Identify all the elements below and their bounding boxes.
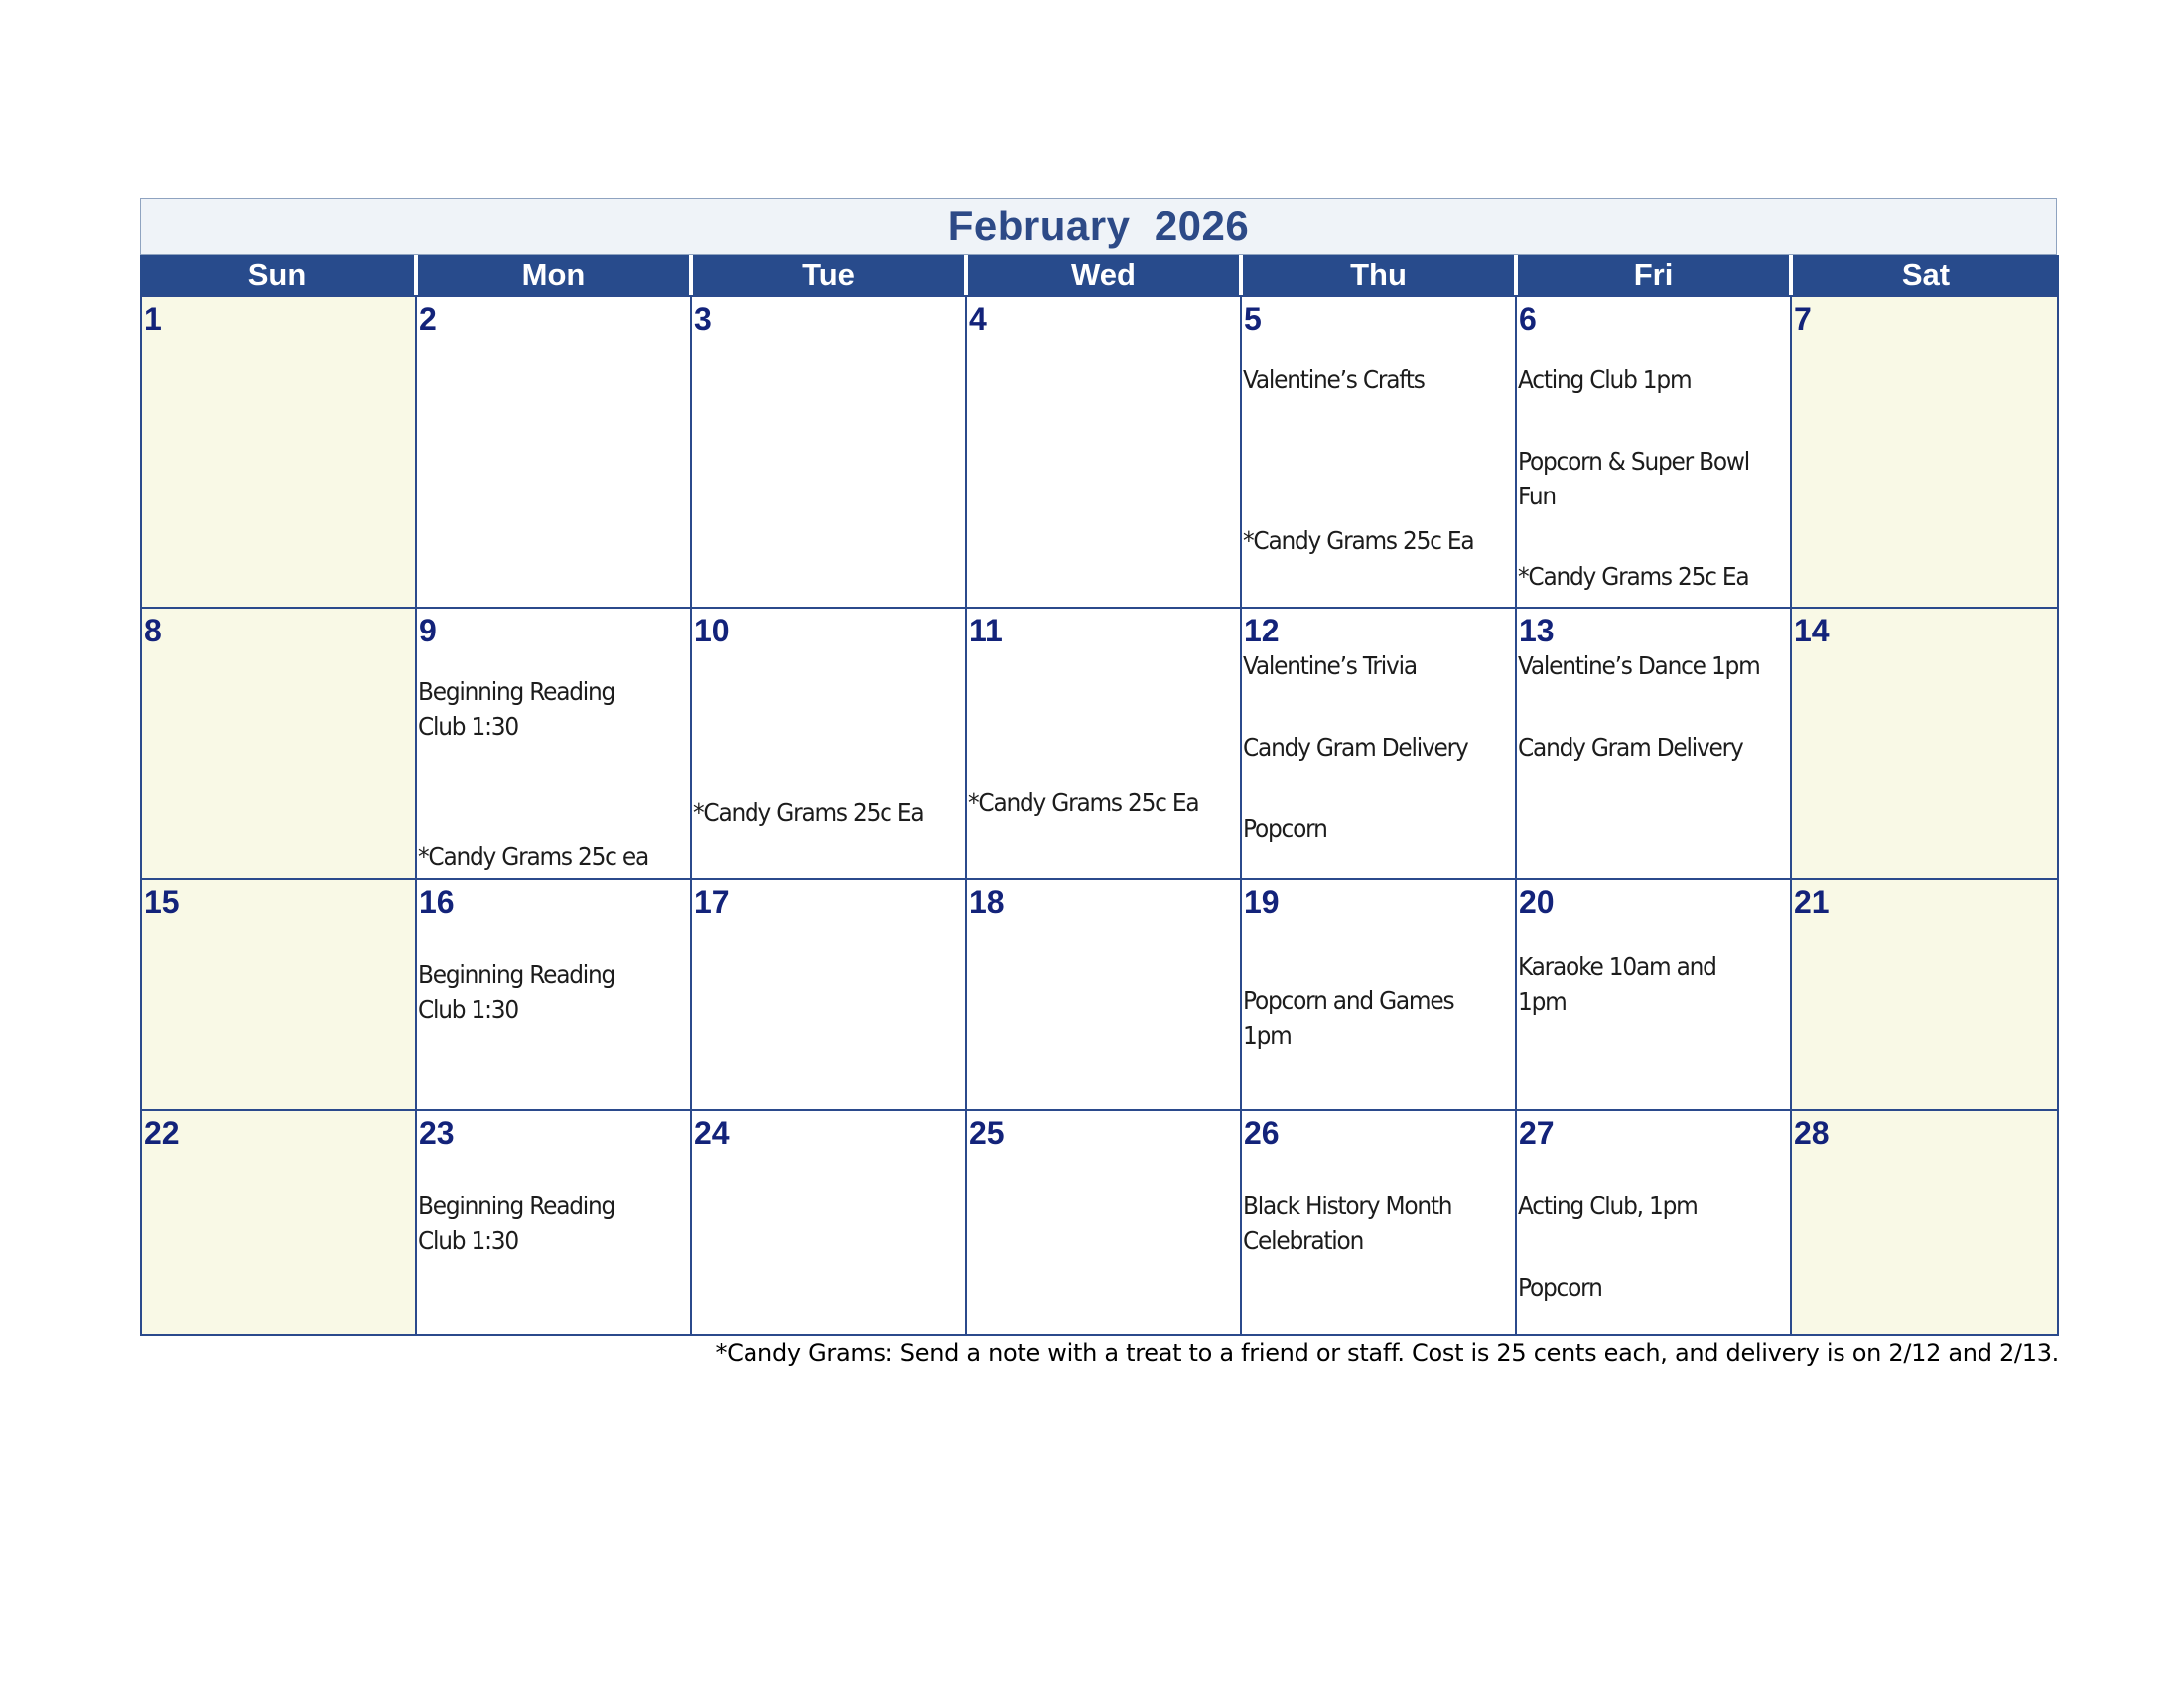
day-cell [1790, 295, 2059, 609]
event-item: *Candy Grams 25c Ea [693, 798, 924, 827]
event-item: Acting Club 1pm [1518, 365, 1692, 394]
calendar [140, 198, 2059, 1336]
event-item: Popcorn & Super Bowl Fun [1518, 447, 1749, 510]
day-cell [140, 1109, 417, 1336]
month-name: February [947, 203, 1131, 249]
event-item: Beginning Reading Club 1:30 [418, 1192, 615, 1255]
day-number: 5 [1244, 301, 1262, 337]
day-number: 3 [694, 301, 712, 337]
day-number: 15 [144, 884, 180, 919]
day-number: 11 [969, 613, 1003, 648]
day-cell [140, 607, 417, 880]
day-number: 23 [419, 1115, 455, 1151]
day-cell [1240, 1109, 1517, 1336]
calendar-title [140, 198, 2057, 255]
day-number: 12 [1244, 613, 1280, 648]
event-item: Beginning Reading Club 1:30 [418, 677, 615, 741]
day-number: 8 [144, 613, 162, 648]
weekday-header-thu: Thu [1243, 255, 1514, 295]
day-number: 1 [144, 301, 162, 337]
day-number: 14 [1794, 613, 1830, 648]
day-number: 16 [419, 884, 455, 919]
day-number: 4 [969, 301, 987, 337]
event-item: Popcorn [1518, 1273, 1602, 1302]
day-number: 26 [1244, 1115, 1280, 1151]
day-number: 10 [694, 613, 730, 648]
day-number: 27 [1519, 1115, 1555, 1151]
day-cell [140, 878, 417, 1111]
event-item: Valentine’s Dance 1pm [1518, 651, 1760, 680]
weekday-header-tue: Tue [693, 255, 964, 295]
day-cell [965, 878, 1242, 1111]
event-item: Popcorn [1243, 814, 1327, 843]
day-number: 25 [969, 1115, 1005, 1151]
event-item: Candy Gram Delivery [1518, 733, 1743, 762]
day-cell [1240, 295, 1517, 609]
event-item: Black History Month Celebration [1243, 1192, 1452, 1255]
day-cell [690, 295, 967, 609]
event-item: Valentine’s Crafts [1243, 365, 1425, 394]
day-cell [415, 1109, 692, 1336]
weekday-header-fri: Fri [1518, 255, 1789, 295]
weekday-header-sat: Sat [1793, 255, 2059, 295]
day-number: 9 [419, 613, 437, 648]
day-number: 28 [1794, 1115, 1830, 1151]
day-cell [415, 295, 692, 609]
day-cell [690, 1109, 967, 1336]
day-number: 7 [1794, 301, 1812, 337]
event-item: Candy Gram Delivery [1243, 733, 1468, 762]
day-cell [690, 878, 967, 1111]
weekday-header-wed: Wed [968, 255, 1239, 295]
event-item: Valentine’s Trivia [1243, 651, 1417, 680]
weekday-header-mon: Mon [418, 255, 689, 295]
day-cell [1515, 878, 1792, 1111]
day-cell [965, 1109, 1242, 1336]
day-number: 18 [969, 884, 1005, 919]
year: 2026 [1154, 203, 1250, 249]
day-cell [1515, 607, 1792, 880]
event-item: *Candy Grams 25c Ea [1518, 562, 1749, 591]
day-cell [965, 607, 1242, 880]
day-cell [1790, 607, 2059, 880]
event-item: Popcorn and Games 1pm [1243, 986, 1454, 1050]
day-cell [415, 878, 692, 1111]
day-cell [690, 607, 967, 880]
event-item: Beginning Reading Club 1:30 [418, 960, 615, 1024]
event-item: *Candy Grams 25c Ea [968, 788, 1199, 817]
day-cell [1240, 607, 1517, 880]
day-cell [1240, 878, 1517, 1111]
weekday-header-row [140, 255, 2059, 295]
day-number: 19 [1244, 884, 1280, 919]
calendar-grid [140, 295, 2059, 1336]
day-cell [1515, 1109, 1792, 1336]
day-cell [1790, 1109, 2059, 1336]
day-number: 13 [1519, 613, 1555, 648]
day-cell [415, 607, 692, 880]
day-cell [1515, 295, 1792, 609]
day-cell [140, 295, 417, 609]
day-cell [965, 295, 1242, 609]
event-item: Acting Club, 1pm [1518, 1192, 1698, 1220]
day-number: 17 [694, 884, 730, 919]
day-number: 21 [1794, 884, 1830, 919]
weekday-header-sun: Sun [140, 255, 414, 295]
day-number: 22 [144, 1115, 180, 1151]
day-number: 20 [1519, 884, 1555, 919]
day-number: 2 [419, 301, 437, 337]
day-number: 6 [1519, 301, 1537, 337]
event-item: Karaoke 10am and 1pm [1518, 952, 1716, 1016]
day-cell [1790, 878, 2059, 1111]
day-number: 24 [694, 1115, 730, 1151]
event-item: *Candy Grams 25c ea [418, 842, 649, 871]
footnote: *Candy Grams: Send a note with a treat to a friend or staff. Cost is 25 cents each, and delivery is on 2/12 and 2/13. [715, 1339, 2059, 1367]
event-item: *Candy Grams 25c Ea [1243, 526, 1474, 555]
